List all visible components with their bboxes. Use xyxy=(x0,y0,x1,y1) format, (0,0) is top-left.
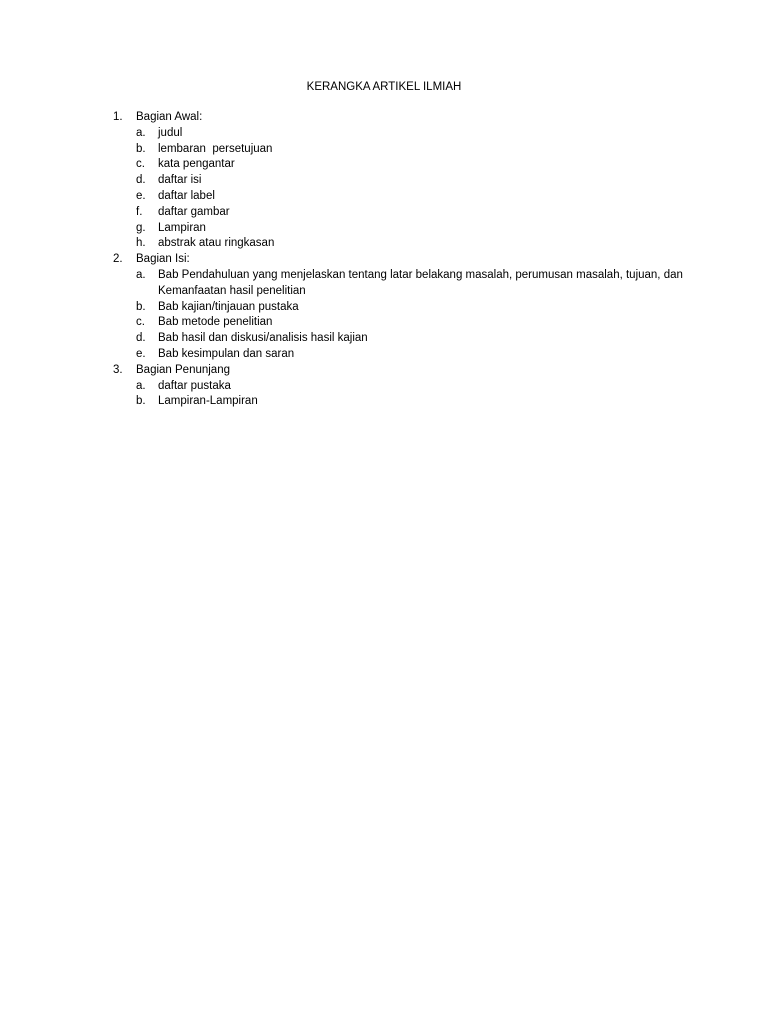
item-text: daftar label xyxy=(158,189,215,202)
item-text: daftar pustaka xyxy=(158,379,231,392)
list-item xyxy=(113,142,693,158)
section-label: Bagian Isi: xyxy=(136,253,190,266)
list-item xyxy=(113,300,693,316)
list-item xyxy=(113,173,693,189)
document-title: KERANGKA ARTIKEL ILMIAH xyxy=(306,81,462,93)
section-bagian-penunjang xyxy=(113,363,693,410)
section-number: 1. xyxy=(113,111,123,123)
item-letter: a. xyxy=(136,379,146,392)
item-text: lembaran persetujuan xyxy=(158,142,273,155)
item-letter: c. xyxy=(136,158,145,171)
list-item xyxy=(113,236,693,252)
section-heading xyxy=(113,110,693,126)
item-text: Bab hasil dan diskusi/analisis hasil kajian xyxy=(158,332,368,345)
item-text: kata pengantar xyxy=(158,158,235,171)
item-letter: c. xyxy=(136,316,145,329)
outline-list xyxy=(113,110,693,410)
item-letter: b. xyxy=(136,142,146,155)
item-text: Lampiran xyxy=(158,221,206,234)
item-text: Bab kesimpulan dan saran xyxy=(158,347,295,360)
item-letter: h. xyxy=(136,237,146,250)
list-item xyxy=(113,205,693,221)
item-text: judul xyxy=(158,126,183,139)
item-letter: e. xyxy=(136,347,146,360)
section-number: 2. xyxy=(113,253,123,266)
section-heading xyxy=(113,363,693,379)
section-label: Bagian Penunjang xyxy=(136,363,230,376)
section-heading xyxy=(113,252,693,268)
list-item xyxy=(113,126,693,142)
list-item xyxy=(113,268,693,300)
list-item xyxy=(113,315,693,331)
section-bagian-awal xyxy=(113,110,693,252)
list-item xyxy=(113,189,693,205)
item-text: daftar gambar xyxy=(158,205,230,218)
item-letter: a. xyxy=(136,268,146,281)
list-item xyxy=(113,394,693,410)
item-letter: f. xyxy=(136,205,143,218)
section-bagian-isi xyxy=(113,252,693,363)
item-text: Bab metode penelitian xyxy=(158,316,273,329)
list-item xyxy=(113,379,693,395)
item-letter: a. xyxy=(136,126,146,139)
item-text: daftar isi xyxy=(158,174,202,187)
item-text: Bab kajian/tinjauan pustaka xyxy=(158,300,299,313)
item-text: Lampiran-Lampiran xyxy=(158,395,258,408)
item-text: abstrak atau ringkasan xyxy=(158,237,275,250)
item-letter: b. xyxy=(136,395,146,408)
item-letter: e. xyxy=(136,189,146,202)
section-label: Bagian Awal: xyxy=(136,111,203,123)
list-item xyxy=(113,331,693,347)
item-text: Bab Pendahuluan yang menjelaskan tentang latar belakang masalah, perumusan masalah, tujuan, dan Kemanfaatan hasil penelitian xyxy=(158,268,687,297)
item-letter: b. xyxy=(136,300,146,313)
item-letter: d. xyxy=(136,174,146,187)
list-item xyxy=(113,347,693,363)
section-number: 3. xyxy=(113,363,123,376)
sub-list xyxy=(113,126,693,252)
list-item xyxy=(113,221,693,237)
sub-list xyxy=(113,379,693,411)
item-letter: g. xyxy=(136,221,146,234)
sub-list xyxy=(113,268,693,363)
item-letter: d. xyxy=(136,332,146,345)
list-item xyxy=(113,157,693,173)
